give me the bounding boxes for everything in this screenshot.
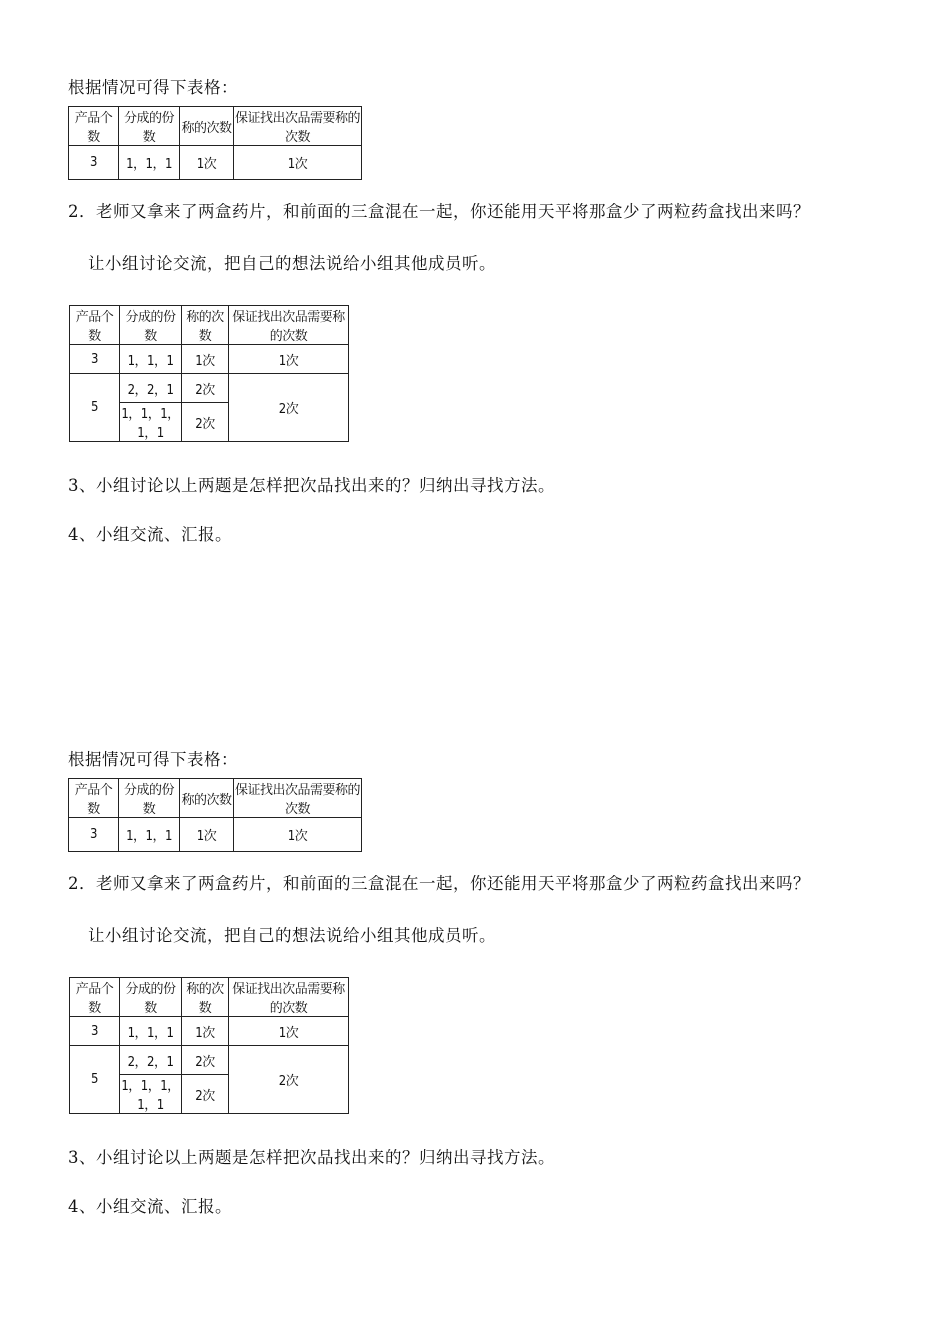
result-table-2 — [69, 977, 349, 1114]
header-split-parts: 分成的份数 — [120, 978, 182, 1017]
cell-guarantee-times: 2次 — [229, 374, 349, 442]
header-split-parts: 分成的份数 — [119, 779, 180, 818]
cell-weigh-times: 1次 — [182, 1017, 229, 1046]
cell-split-parts: 1，1，1，1，1 — [120, 1075, 182, 1114]
header-weigh-times: 称的次数 — [182, 978, 229, 1017]
cell-weigh-times: 1次 — [180, 818, 234, 852]
cell-split-parts: 2，2，1 — [120, 1046, 182, 1075]
cell-weigh-times: 2次 — [182, 403, 229, 442]
question-2: 2．老师又拿来了两盒药片，和前面的三盒混在一起，你还能用天平将那盒少了两粒药盒找出来吗？ — [68, 874, 810, 893]
cell-split-parts: 1，1，1 — [119, 818, 180, 852]
discussion-prompt: 让小组讨论交流，把自己的想法说给小组其他成员听。 — [88, 254, 496, 273]
cell-split-parts: 1，1，1，1，1 — [120, 403, 182, 442]
header-weigh-times: 称的次数 — [180, 779, 234, 818]
cell-guarantee-times: 1次 — [234, 146, 362, 180]
header-product-count: 产品个数 — [69, 779, 119, 818]
cell-guarantee-times: 2次 — [229, 1046, 349, 1114]
cell-product-count: 3 — [69, 146, 119, 180]
cell-guarantee-times: 1次 — [234, 818, 362, 852]
header-split-parts: 分成的份数 — [119, 107, 180, 146]
header-split-parts: 分成的份数 — [120, 306, 182, 345]
item-3: 3、小组讨论以上两题是怎样把次品找出来的？归纳出寻找方法。 — [68, 1148, 555, 1167]
cell-split-parts: 1，1，1 — [120, 345, 182, 374]
cell-product-count: 5 — [70, 374, 120, 442]
cell-split-parts: 2，2，1 — [120, 374, 182, 403]
header-guarantee-times: 保证找出次品需要称的次数 — [229, 306, 349, 345]
header-product-count: 产品个数 — [70, 306, 120, 345]
question-2: 2．老师又拿来了两盒药片，和前面的三盒混在一起，你还能用天平将那盒少了两粒药盒找出来吗？ — [68, 202, 810, 221]
item-4: 4、小组交流、汇报。 — [68, 1197, 232, 1216]
cell-split-parts: 1，1，1 — [120, 1017, 182, 1046]
header-guarantee-times: 保证找出次品需要称的次数 — [229, 978, 349, 1017]
item-3: 3、小组讨论以上两题是怎样把次品找出来的？归纳出寻找方法。 — [68, 476, 555, 495]
header-weigh-times: 称的次数 — [180, 107, 234, 146]
intro-text: 根据情况可得下表格： — [68, 750, 238, 769]
document-section-2 — [0, 672, 950, 1344]
cell-split-parts: 1，1，1 — [119, 146, 180, 180]
cell-weigh-times: 2次 — [182, 374, 229, 403]
discussion-prompt: 让小组讨论交流，把自己的想法说给小组其他成员听。 — [88, 926, 496, 945]
cell-product-count: 3 — [69, 818, 119, 852]
cell-guarantee-times: 1次 — [229, 1017, 349, 1046]
cell-product-count: 5 — [70, 1046, 120, 1114]
cell-weigh-times: 2次 — [182, 1046, 229, 1075]
result-table-1 — [68, 778, 362, 852]
header-guarantee-times: 保证找出次品需要称的次数 — [234, 779, 362, 818]
cell-weigh-times: 2次 — [182, 1075, 229, 1114]
cell-guarantee-times: 1次 — [229, 345, 349, 374]
result-table-2 — [69, 305, 349, 442]
cell-weigh-times: 1次 — [180, 146, 234, 180]
header-product-count: 产品个数 — [70, 978, 120, 1017]
header-product-count: 产品个数 — [69, 107, 119, 146]
cell-weigh-times: 1次 — [182, 345, 229, 374]
result-table-1 — [68, 106, 362, 180]
header-weigh-times: 称的次数 — [182, 306, 229, 345]
cell-product-count: 3 — [70, 345, 120, 374]
intro-text: 根据情况可得下表格： — [68, 78, 238, 97]
cell-product-count: 3 — [70, 1017, 120, 1046]
header-guarantee-times: 保证找出次品需要称的次数 — [234, 107, 362, 146]
item-4: 4、小组交流、汇报。 — [68, 525, 232, 544]
